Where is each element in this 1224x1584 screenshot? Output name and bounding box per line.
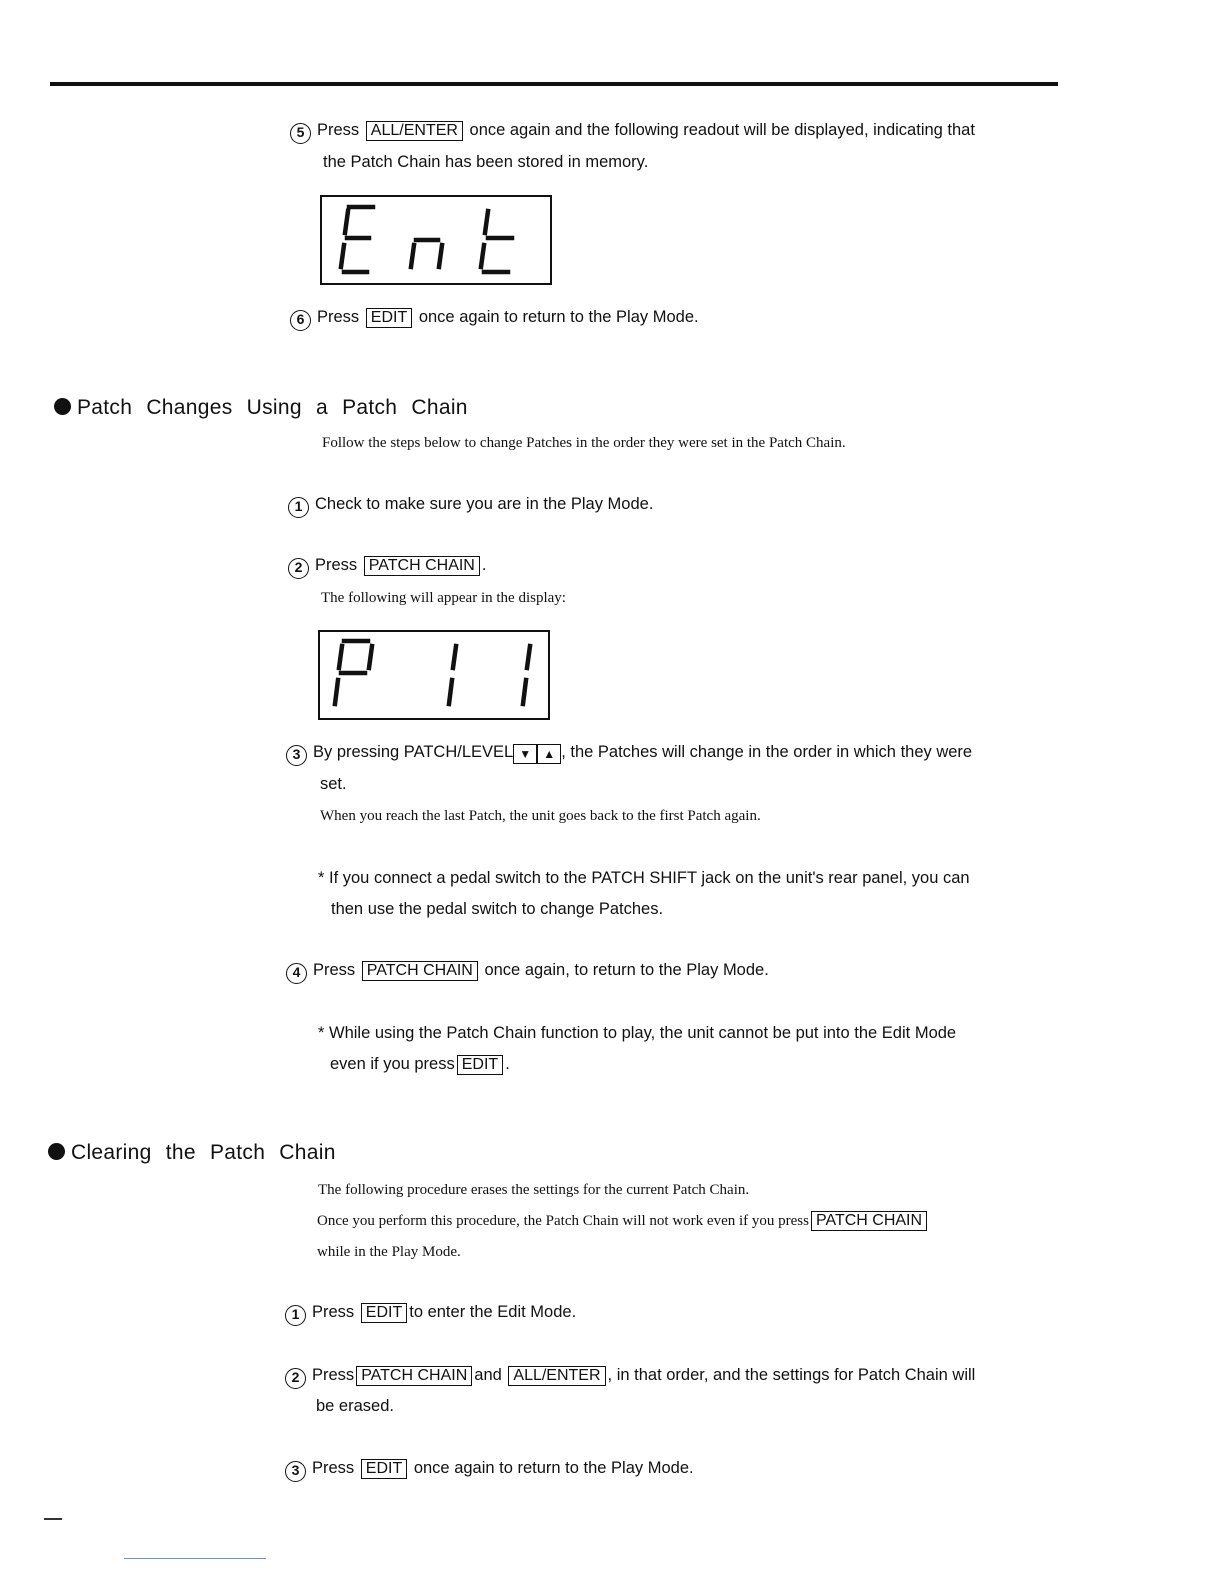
all-enter-key: ALL/ENTER: [366, 121, 463, 141]
step-text-pre: Press: [312, 1366, 355, 1384]
step-text-post: to enter the Edit Mode.: [409, 1303, 577, 1321]
page-footer-mark: [44, 1518, 62, 1520]
patch-step-1: [288, 494, 653, 518]
tip-text-post: .: [505, 1055, 510, 1073]
lcd-display-p11: [318, 630, 550, 720]
step-text-pre: Press: [313, 961, 356, 979]
down-arrow-icon: ▼: [513, 744, 537, 764]
patch-step-3-continuation: set.: [320, 775, 347, 793]
patch-chain-key: PATCH CHAIN: [364, 556, 480, 576]
step-text-mid: and: [474, 1366, 502, 1384]
tip-text-pre: even if you press: [330, 1055, 455, 1073]
section-title: Clearing the Patch Chain: [71, 1141, 336, 1164]
step-text-post: once again to return to the Play Mode.: [418, 308, 699, 326]
step-text-post: once again to return to the Play Mode.: [413, 1459, 694, 1477]
clear-step-2-continuation: be erased.: [316, 1397, 394, 1415]
patch-step-4: [286, 960, 769, 984]
patch-step-2: [288, 555, 486, 579]
step-text-pre: Press: [315, 556, 358, 574]
step-text: Check to make sure you are in the Play Mode.: [315, 495, 654, 513]
step-text-post: .: [481, 556, 487, 574]
section-1-intro: Follow the steps below to change Patches in the order they were set in the Patch Chain.: [322, 435, 846, 451]
step-6: [290, 307, 699, 331]
section-2-intro-2: [317, 1211, 929, 1231]
step-text-post: once again, to return to the Play Mode.: [484, 961, 769, 979]
seven-segment-p11: [320, 632, 548, 718]
seven-segment-ent: [322, 197, 550, 283]
tip-pedal-switch-line2: then use the pedal switch to change Patches.: [331, 900, 664, 918]
step-number: 1: [285, 1305, 306, 1326]
lcd-display-ent: [320, 195, 552, 285]
edit-key: EDIT: [361, 1303, 407, 1323]
step-text-pre: Press: [312, 1459, 355, 1477]
all-enter-key: ALL/ENTER: [508, 1366, 605, 1386]
step-number: 3: [285, 1461, 306, 1482]
step-text-post: once again and the following readout will be displayed, indicating that: [469, 121, 975, 139]
patch-chain-key: PATCH CHAIN: [362, 961, 478, 981]
step-number: 2: [285, 1368, 306, 1389]
step-number: 1: [288, 497, 309, 518]
tip-edit-mode-line1: * While using the Patch Chain function to play, the unit cannot be put into the Edit Mode: [318, 1024, 957, 1042]
patch-chain-key: PATCH CHAIN: [356, 1366, 472, 1386]
step-text-pre: By pressing PATCH/LEVEL: [313, 743, 514, 761]
section-heading-patch-changes: [54, 396, 468, 420]
tip-edit-mode-line2: [330, 1054, 510, 1075]
step-5: [290, 120, 975, 144]
top-rule: [50, 82, 1058, 86]
step-number: 4: [286, 963, 307, 984]
step-text-pre: Press: [317, 121, 360, 139]
step-5-continuation: the Patch Chain has been stored in memory.: [323, 153, 649, 171]
tip-pedal-switch-line1: * If you connect a pedal switch to the PATCH SHIFT jack on the unit's rear panel, you can: [318, 869, 970, 887]
step-text-pre: Press: [312, 1303, 355, 1321]
section-heading-clearing: [48, 1141, 336, 1165]
section-2-intro-1: The following procedure erases the settings for the current Patch Chain.: [318, 1182, 750, 1198]
section-title: Patch Changes Using a Patch Chain: [77, 396, 468, 419]
blue-underline: [124, 1558, 266, 1559]
step-number: 2: [288, 558, 309, 579]
step-text-pre: Press: [317, 308, 360, 326]
patch-step-2-note: The following will appear in the display:: [321, 590, 566, 606]
step-number: 6: [290, 310, 311, 331]
edit-key: EDIT: [361, 1459, 407, 1479]
edit-key: EDIT: [457, 1055, 503, 1075]
clear-step-2: [285, 1365, 975, 1389]
step-text-post: , the Patches will change in the order in which they were: [561, 743, 973, 761]
step-number: 3: [286, 745, 307, 766]
intro-text: Once you perform this procedure, the Patch Chain will not work even if you press: [317, 1213, 809, 1229]
up-arrow-icon: ▲: [537, 744, 561, 764]
step-number: 5: [290, 123, 311, 144]
edit-key: EDIT: [366, 308, 412, 328]
patch-chain-key: PATCH CHAIN: [811, 1211, 927, 1231]
bullet-icon: [54, 398, 71, 415]
section-2-intro-3: while in the Play Mode.: [317, 1244, 461, 1260]
step-text-post: , in that order, and the settings for Patch Chain will: [607, 1366, 976, 1384]
bullet-icon: [48, 1143, 65, 1160]
clear-step-3: [285, 1458, 694, 1482]
patch-step-3-note: When you reach the last Patch, the unit goes back to the first Patch again.: [320, 808, 761, 824]
clear-step-1: [285, 1302, 576, 1326]
patch-step-3: [286, 742, 972, 766]
